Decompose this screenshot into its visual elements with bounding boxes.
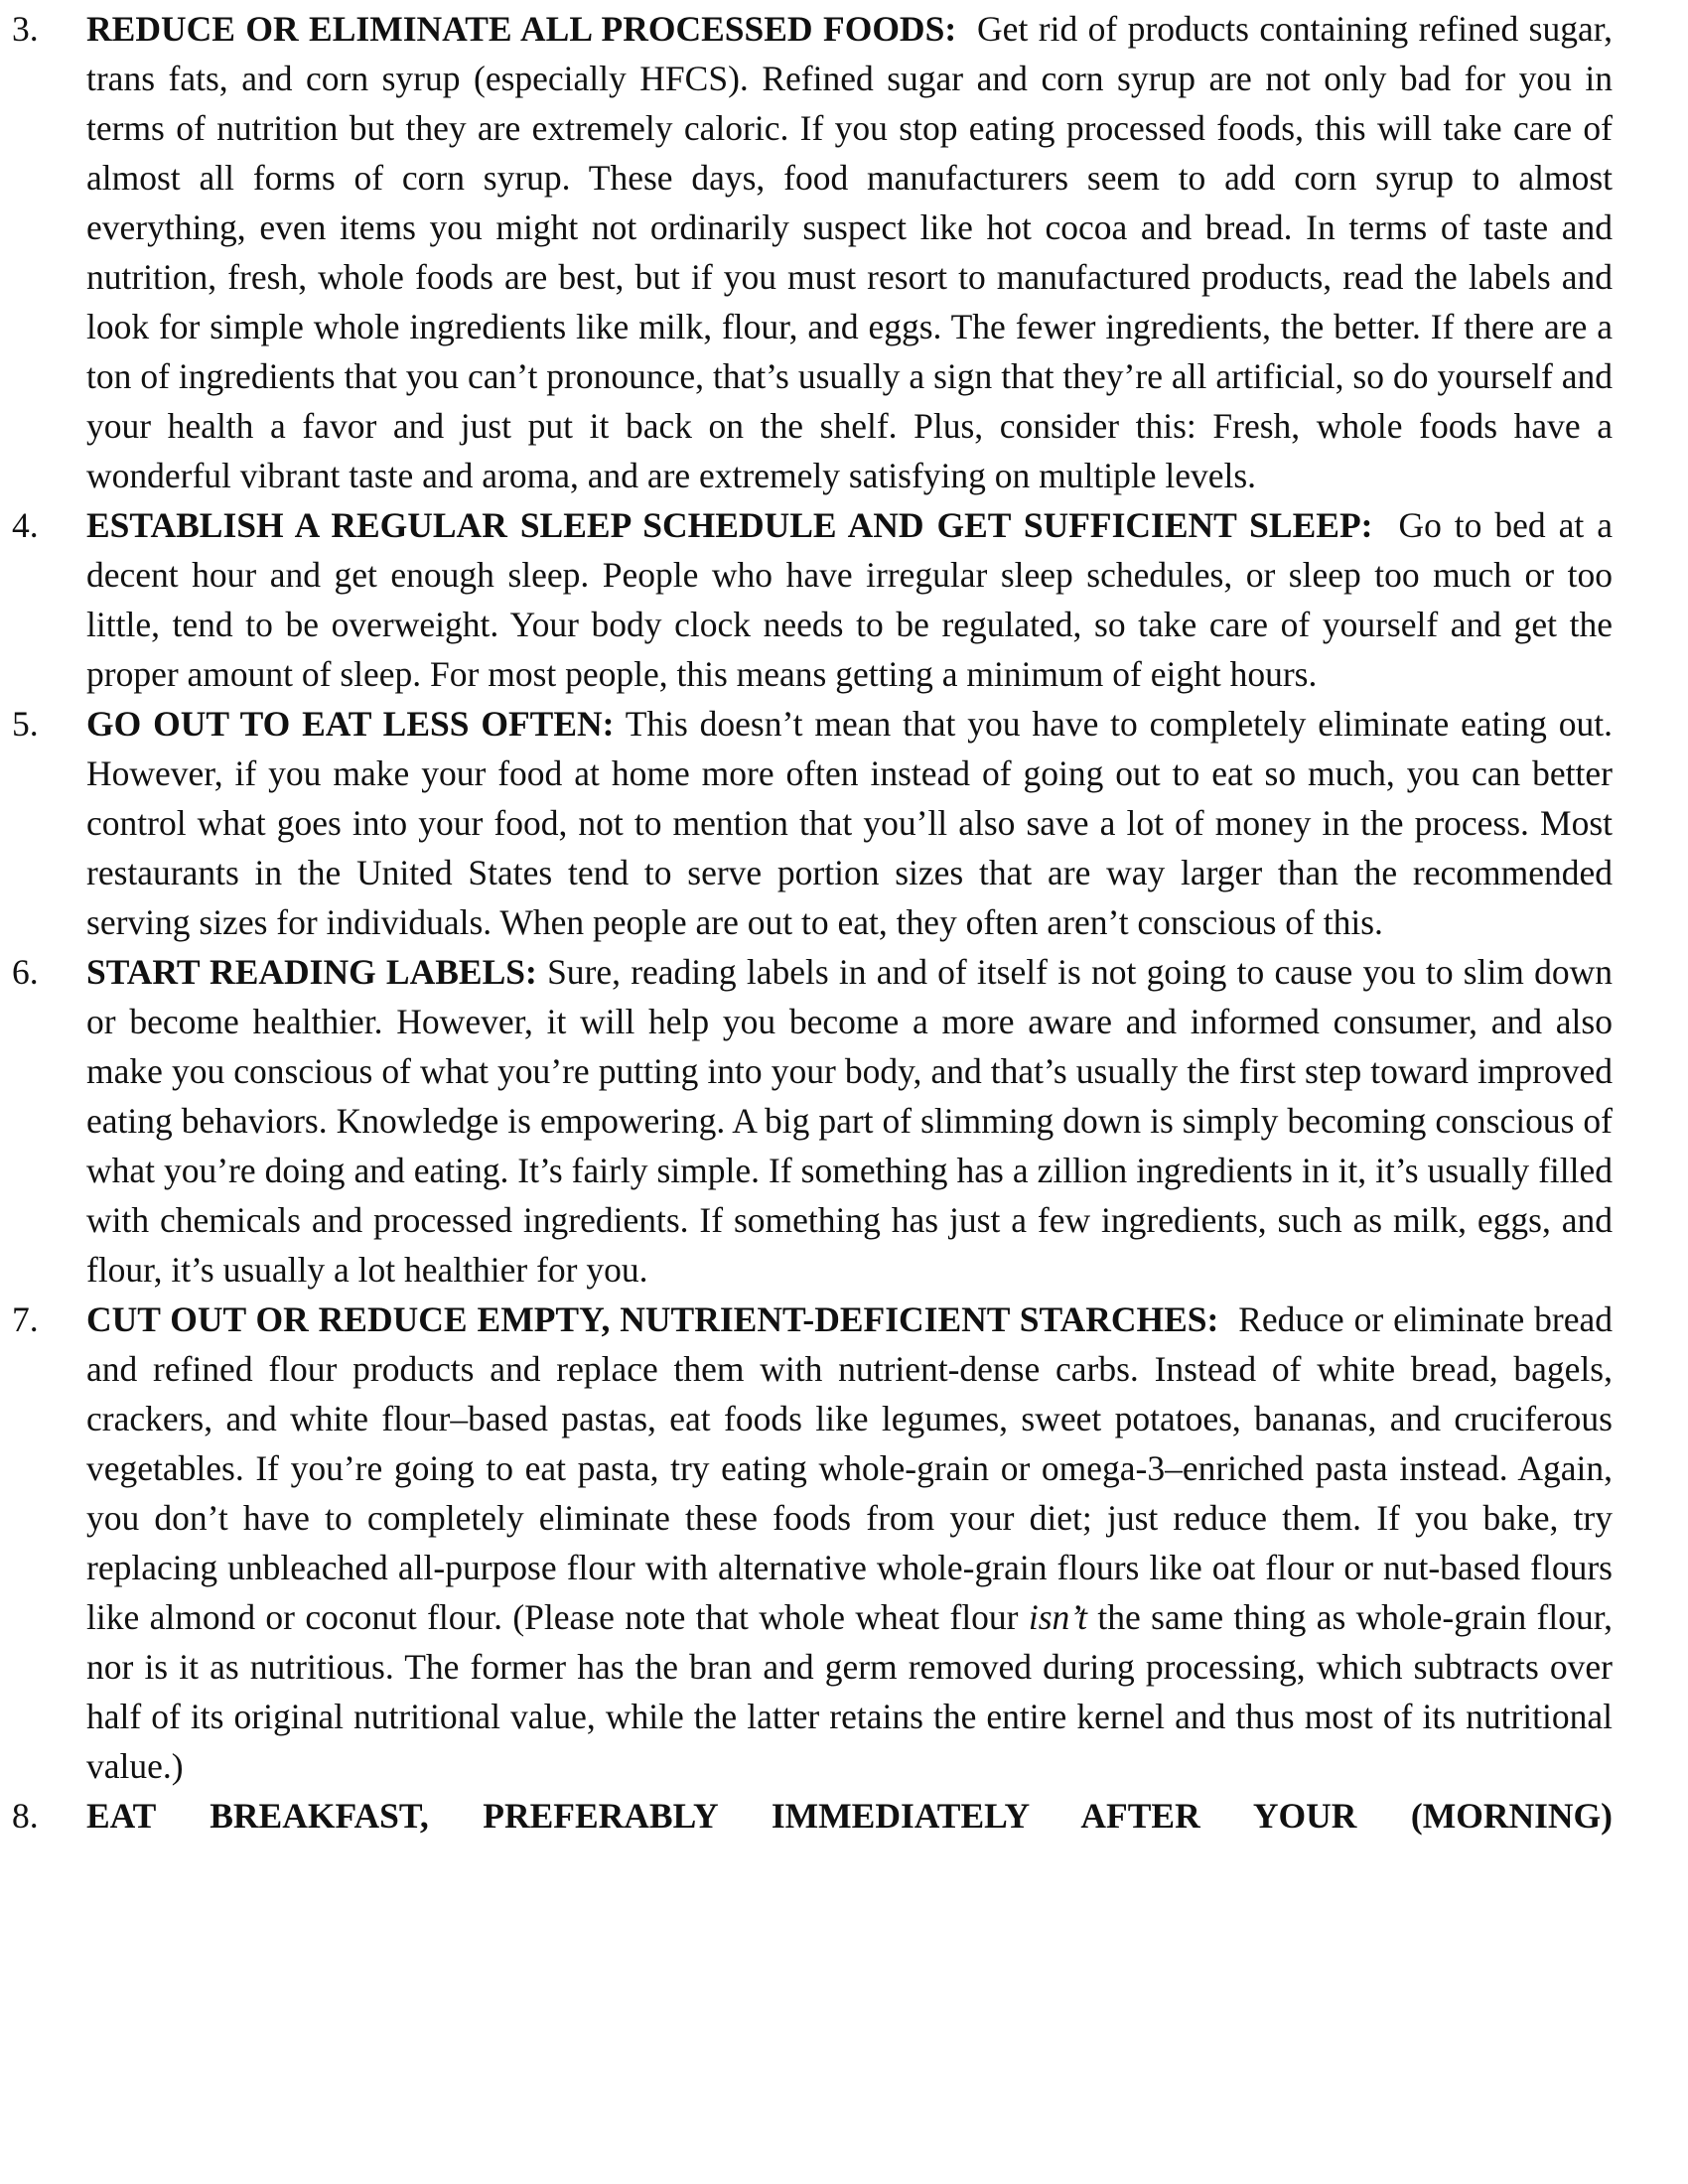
item-body-continued: the same thing as whole-grain flour, nor is it as nutritious. The former has the bran and germ removed during processing, which subtracts over half of its original nutritional value, while the latter retains the entire kernel and thus most of its nutritional value.) [86, 1597, 1614, 1786]
item-body-emphasis: isn’t [1028, 1597, 1088, 1637]
item-number: 6. [12, 952, 39, 992]
list-item-4 [0, 500, 1688, 699]
tips-list [0, 4, 1688, 1841]
item-heading: ESTABLISH A REGULAR SLEEP SCHEDULE AND GET SUFFICIENT SLEEP: [86, 505, 1373, 545]
item-number: 5. [12, 704, 39, 744]
document-page [0, 4, 1688, 1841]
item-heading: REDUCE OR ELIMINATE ALL PROCESSED FOODS: [86, 9, 957, 49]
item-number: 3. [12, 9, 39, 49]
item-body: Sure, reading labels in and of itself is not going to cause you to slim down or become healthier. However, it will help you become a more aware and informed consumer, and also make you conscious of what you’re putting into your body, and that’s usually the first step toward improved eating behaviors. Knowledge is empowering. A big part of slimming down is simply becoming conscious of what you’re doing and eating. It’s fairly simple. If something has a zillion ingredients in it, it’s usually filled with chemicals and processed ingredients. If something has just a few ingredients, such as milk, eggs, and flour, it’s usually a lot healthier for you. [86, 952, 1614, 1290]
item-number: 7. [12, 1299, 39, 1339]
item-number: 8. [12, 1796, 39, 1836]
item-body: Get rid of products containing refined sugar, trans fats, and corn syrup (especially HFCS). Refined sugar and corn syrup are not only bad for you in terms of nutrition but they are extremely caloric. If you stop eating processed foods, this will take care of almost all forms of corn syrup. These days, food manufacturers seem to add corn syrup to almost everything, even items you might not ordinarily suspect like hot cocoa and bread. In terms of taste and nutrition, fresh, whole foods are best, but if you must resort to manufactured products, read the labels and look for simple whole ingredients like milk, flour, and eggs. The fewer ingredients, the better. If there are a ton of ingredients that you can’t pronounce, that’s usually a sign that they’re all artificial, so do yourself and your health a favor and just put it back on the shelf. Plus, consider this: Fresh, whole foods have a wonderful vibrant taste and aroma, and are extremely satisfying on multiple levels. [86, 9, 1613, 495]
list-item-5 [0, 699, 1688, 947]
list-item-8 [0, 1791, 1688, 1841]
list-item-3 [0, 4, 1688, 500]
list-item-6 [0, 947, 1688, 1295]
item-heading: EAT BREAKFAST, PREFERABLY IMMEDIATELY AFTER YOUR (MORNING) [86, 1796, 1613, 1836]
item-body: This doesn’t mean that you have to completely eliminate eating out. However, if you make your food at home more often instead of going out to eat so much, you can better control what goes into your food, not to mention that you’ll also save a lot of money in the process. Most restaurants in the United States tend to serve portion sizes that are way larger than the recommended serving sizes for individuals. When people are out to eat, they often aren’t conscious of this. [86, 704, 1614, 942]
item-heading: START READING LABELS: [86, 952, 537, 992]
item-heading: GO OUT TO EAT LESS OFTEN: [86, 704, 615, 744]
item-body: Go to bed at a decent hour and get enough sleep. People who have irregular sleep schedules, or sleep too much or too little, tend to be overweight. Your body clock needs to be regulated, so take care of yourself and get the proper amount of sleep. For most people, this means getting a minimum of eight hours. [86, 505, 1613, 694]
item-heading: CUT OUT OR REDUCE EMPTY, NUTRIENT-DEFICIENT STARCHES: [86, 1299, 1219, 1339]
list-item-7 [0, 1295, 1688, 1791]
item-body: Reduce or eliminate bread and refined flour products and replace them with nutrient-dense carbs. Instead of white bread, bagels, crackers, and white flour–based pastas, eat foods like legumes, sweet potatoes, bananas, and cruciferous vegetables. If you’re going to eat pasta, try eating whole-grain or omega-3–enriched pasta instead. Again, you don’t have to completely eliminate these foods from your diet; just reduce them. If you bake, try replacing unbleached all-purpose flour with alternative whole-grain flours like oat flour or nut-based flours like almond or coconut flour. (Please note that whole wheat flour [86, 1299, 1613, 1637]
item-number: 4. [12, 505, 39, 545]
